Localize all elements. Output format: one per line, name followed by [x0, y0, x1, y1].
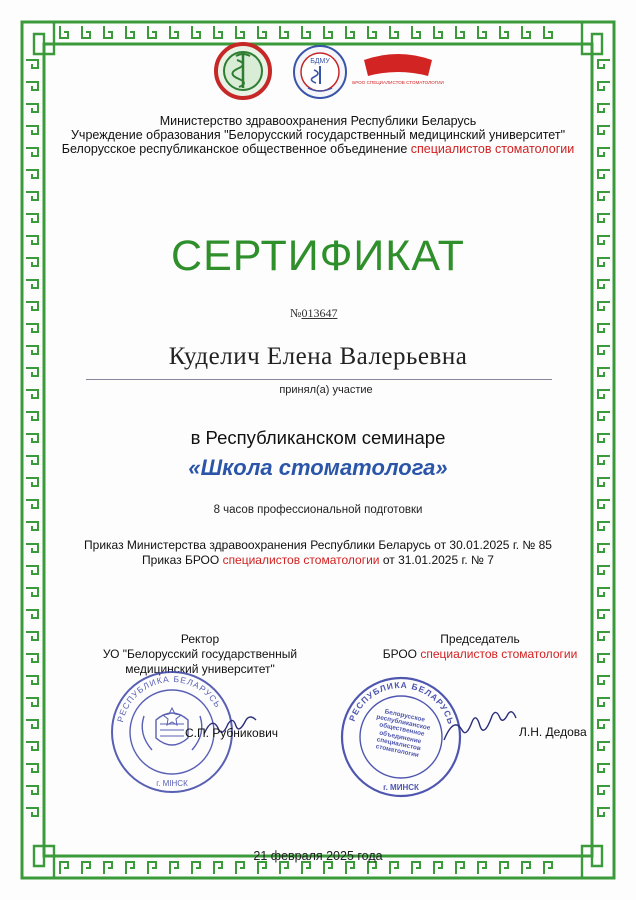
rector-title: Ректор [180, 632, 220, 646]
ministry-emblem-logo [214, 42, 272, 100]
header-association-text: Белорусское республиканское общественное объединение [61, 142, 411, 156]
svg-text:г. МИНСК: г. МИНСК [383, 783, 419, 792]
svg-text:г. МІНСК: г. МІНСК [156, 779, 188, 788]
chairman-name: Л.Н. Дедова [519, 725, 587, 739]
certificate-number [290, 306, 337, 321]
issue-date: 21 февраля 2025 года [253, 849, 383, 863]
svg-text:БРОО СПЕЦИАЛИСТОВ СТОМАТОЛОГИИ: БРОО СПЕЦИАЛИСТОВ СТОМАТОЛОГИИ [352, 80, 444, 85]
chairman-org-prefix: БРОО [382, 647, 421, 661]
took-part-label: принял(а) участие [279, 384, 373, 396]
chairman-title: Председатель [440, 632, 520, 646]
broo-order-prefix: Приказ БРОО [142, 553, 223, 567]
chairman-org [360, 647, 600, 662]
certificate-title: СЕРТИФИКАТ [171, 232, 465, 280]
recipient-name: Куделич Елена Валерьевна [168, 343, 468, 370]
svg-text:РЕСПУБЛИКА БЕЛАРУСЬ: РЕСПУБЛИКА БЕЛАРУСЬ [115, 673, 224, 724]
header-line-association [20, 142, 616, 157]
seminar-name: «Школа стоматолога» [188, 455, 448, 480]
number-value: 013647 [301, 306, 338, 320]
svg-text:БДМУ: БДМУ [310, 58, 330, 65]
chairman-org-highlight: специалистов стоматологии [420, 647, 578, 661]
broo-dentists-logo [352, 50, 444, 94]
header-line-university: Учреждение образования "Белорусский государственный медицинский университет" [70, 128, 566, 142]
rector-name: С.П. Рубникович [185, 726, 279, 740]
broo-order-highlight: специалистов стоматологии [222, 553, 380, 567]
header-association-highlight: специалистов стоматологии [410, 142, 575, 156]
chairman-signature [440, 710, 520, 750]
training-hours: 8 часов профессиональной подготовки [213, 504, 423, 516]
rector-org-line2: медицинский университет" [125, 662, 275, 676]
svg-text:РЕСПУБЛИКА БЕЛАРУСЬ: РЕСПУБЛИКА БЕЛАРУСЬ [346, 679, 457, 726]
chairman-block [360, 632, 600, 662]
rector-org-line1: УО "Белорусский государственный [102, 647, 298, 661]
recipient-underline [86, 379, 552, 380]
broo-order [0, 553, 636, 567]
broo-order-suffix: от 31.01.2025 г. № 7 [379, 553, 494, 567]
header-line-ministry: Министерство здравоохранения Республики Беларусь [159, 114, 477, 128]
ministry-order: Приказ Министерства здравоохранения Республики Беларусь от 30.01.2025 г. № 85 [84, 538, 552, 552]
bdmu-logo [292, 44, 348, 100]
number-prefix: № [290, 306, 302, 320]
association-stamp-center-text: Белорусское республиканское общественное объединение специалистов стоматологии [375, 708, 431, 760]
logos-row [200, 40, 444, 102]
seminar-line: в Республиканском семинаре [190, 427, 446, 448]
